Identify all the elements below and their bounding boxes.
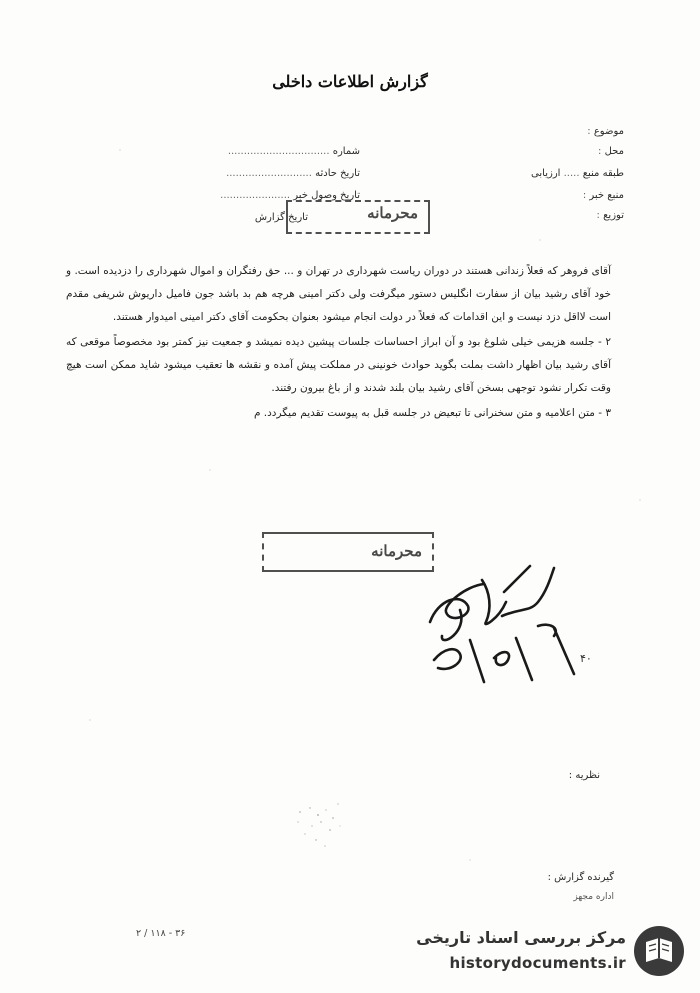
paragraph-2: ۲ - جلسه هزیمی خیلی شلوغ بود و آن ابراز احساسات جلسات پیشین دیده نمیشد و جمعیت نیز کمتر بود مخصوصاً موقعی که آقای رشید بیان اظهار داشت بملت بگوید حوادث خونینی در مملکت پیش آمده و نقشه ها تعقیب میشود شاید ممکن است هیچ وقت تکرار نشود توجهی بسخن آقای رشید بیان بلند شدند و از باغ بیرون رفتند. xyxy=(66,336,611,394)
margin-mark: ۴۰ xyxy=(580,652,592,665)
field-number: شماره ................................ xyxy=(227,146,360,157)
field-report-date: تاریخ گزارش xyxy=(254,212,308,223)
confidential-stamp-top: محرمانه xyxy=(286,200,430,234)
registrar-stamp: اداره مجهز xyxy=(573,892,614,902)
report-body xyxy=(66,260,611,427)
document-number: ۳۶ - ۱۱۸ / ۲ xyxy=(136,928,186,939)
field-news-receipt-date: تاریخ وصول خبر ...................... xyxy=(220,190,360,201)
paragraph-1: آقای فروهر که فعلاً زندانی هستند در دوران ریاست شهرداری در تهران و ... حق رفتگران و اموال شهرداری را دزدیده است. و خود آقای رشید بیان از سفارت انگلیس دستور میگرفت ولی دکتر امینی هرچه هم بد باشد جون فامیل داریوش شریفی مقدم است لااقل دزد نیست و این اقدامات که فعلاً در دولت انجام میشود بعنوان بحکومت آقای دکتر امینی امیدوار هستند. xyxy=(66,265,611,323)
field-place: محل : xyxy=(598,146,624,157)
watermark-text-en: historydocuments.ir xyxy=(449,954,626,972)
field-subject: موضوع : xyxy=(587,126,624,137)
field-source-class: طبقه منبع ..... ارزیابی xyxy=(531,168,624,179)
book-logo-icon xyxy=(632,924,686,978)
handwritten-signature xyxy=(420,562,600,712)
registrar-label: گیرنده گزارش : xyxy=(547,872,614,883)
paragraph-3: ۳ - متن اعلامیه و متن سخنرانی تا تبعیض در جلسه قبل به پیوست تقدیم میگردد. م xyxy=(253,407,611,419)
opinion-label: نظریه : xyxy=(568,770,600,781)
field-source: منبع خبر : xyxy=(582,190,624,201)
watermark-logo xyxy=(406,918,690,982)
field-distribution: توزیع : xyxy=(596,210,624,221)
document-title: گزارش اطلاعات داخلی xyxy=(272,72,428,91)
watermark-text-fa: مرکز بررسی اسناد تاریخی xyxy=(416,928,626,947)
confidential-stamp-bottom: محرمانه xyxy=(262,532,434,572)
signature-date-note: ۱۸/۷/۴۰ xyxy=(420,708,424,709)
field-incident-date: تاریخ حادثه ........................... xyxy=(226,168,360,179)
